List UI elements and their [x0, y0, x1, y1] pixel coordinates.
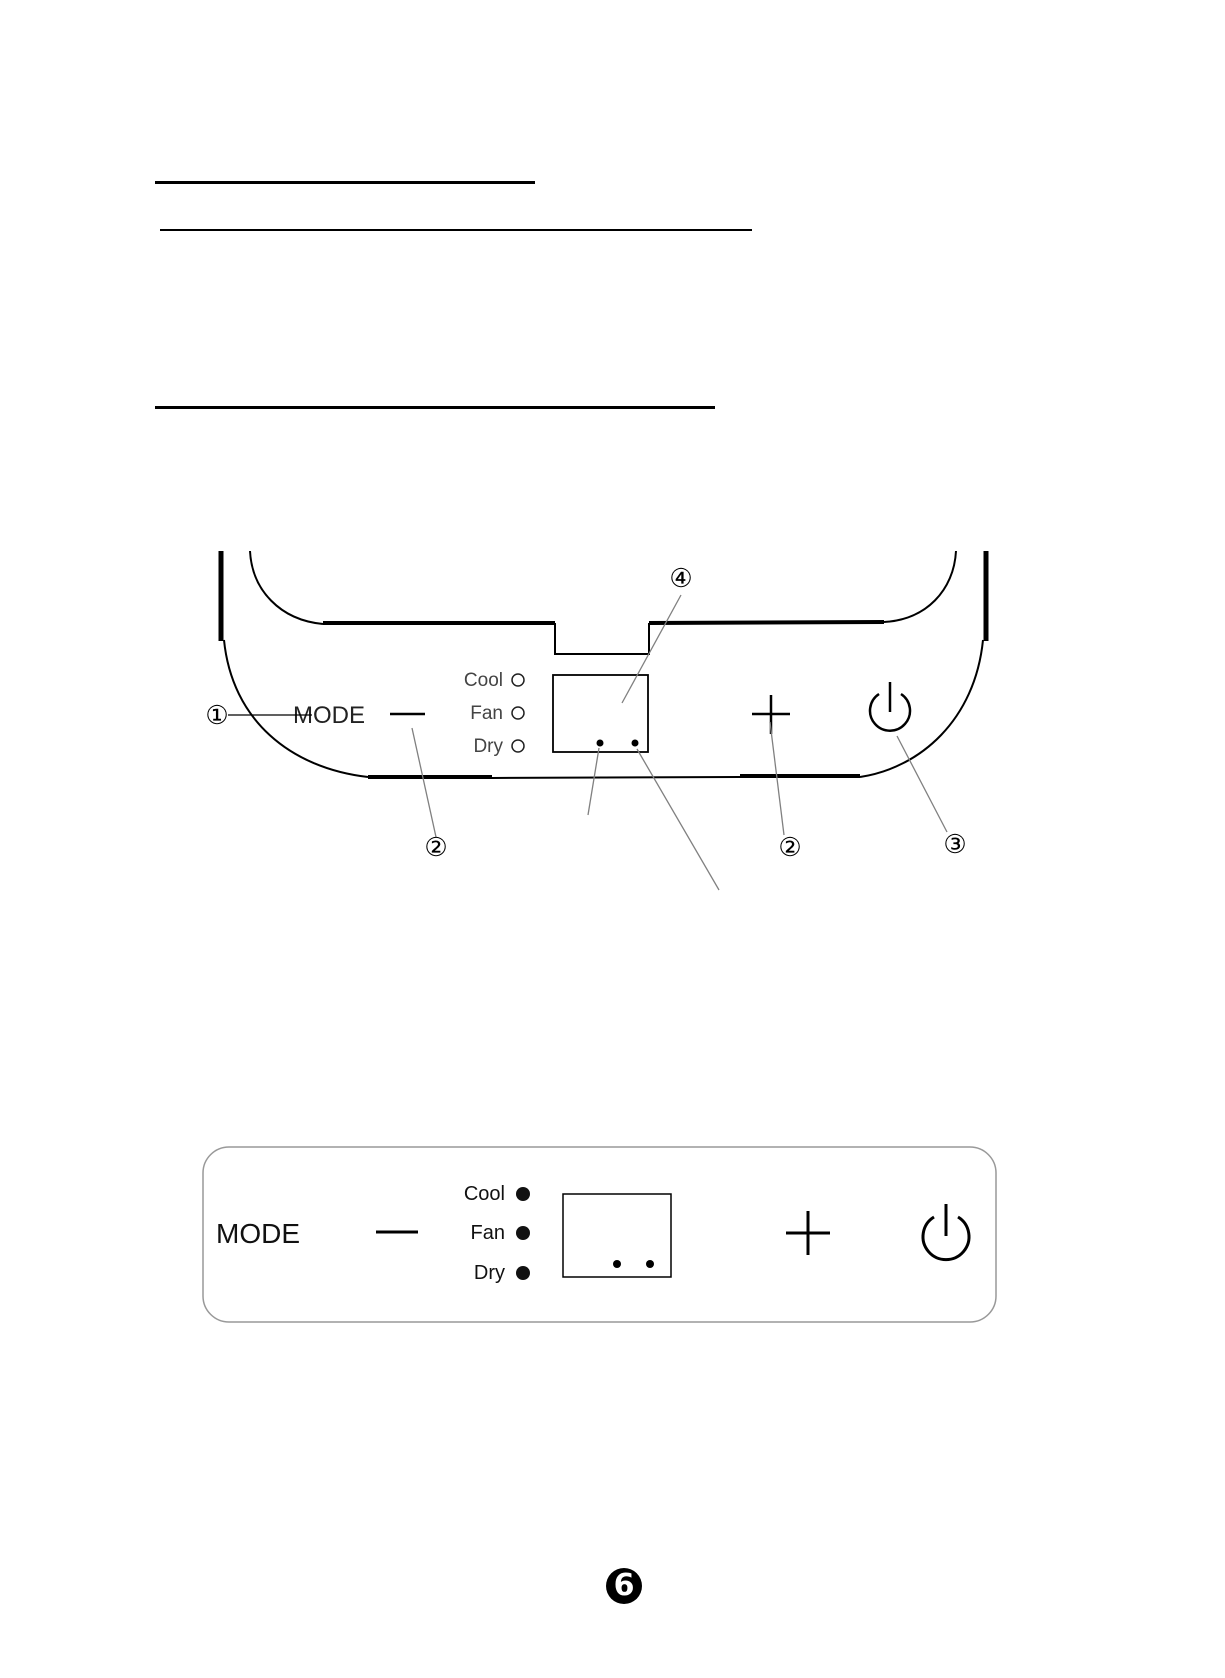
- callout-4: ④: [669, 563, 693, 593]
- display-dot-left: [597, 740, 604, 747]
- panel-indicator-light-cool: [516, 1187, 530, 1201]
- panel-indicator-light-fan: [516, 1226, 530, 1240]
- panel-indicator-label-cool: Cool: [463, 1183, 505, 1205]
- indicator-label-fan: Fan: [470, 703, 503, 724]
- panel-power-icon: [923, 1204, 969, 1260]
- indicator-label-dry: Dry: [473, 736, 503, 757]
- callout-2-left: ②: [424, 832, 448, 862]
- indicator-light-cool: [512, 674, 524, 686]
- callout-2-right: ②: [778, 832, 802, 862]
- callout-1: ①: [205, 700, 229, 730]
- mode-button-label: MODE: [293, 702, 365, 729]
- indicator-label-cool: Cool: [463, 670, 503, 691]
- panel-frame: [203, 1147, 996, 1322]
- panel-plus-button: [786, 1211, 830, 1255]
- leader-lines: [228, 595, 947, 890]
- panel-display-dot-left: [613, 1260, 621, 1268]
- panel-indicator-label-dry: Dry: [473, 1262, 505, 1284]
- display-dot-right: [632, 740, 639, 747]
- power-icon: [870, 682, 910, 731]
- panel-mode-button-label: MODE: [216, 1218, 300, 1249]
- panel-indicator-label-fan: Fan: [470, 1222, 505, 1244]
- indicator-light-dry: [512, 740, 524, 752]
- control-panel-front: [0, 1130, 1225, 1350]
- page-number-badge: 6: [606, 1568, 642, 1604]
- housing-outline: [221, 551, 986, 778]
- panel-indicator-light-dry: [516, 1266, 530, 1280]
- panel-display-dot-right: [646, 1260, 654, 1268]
- indicator-light-fan: [512, 707, 524, 719]
- callout-3: ③: [943, 829, 967, 859]
